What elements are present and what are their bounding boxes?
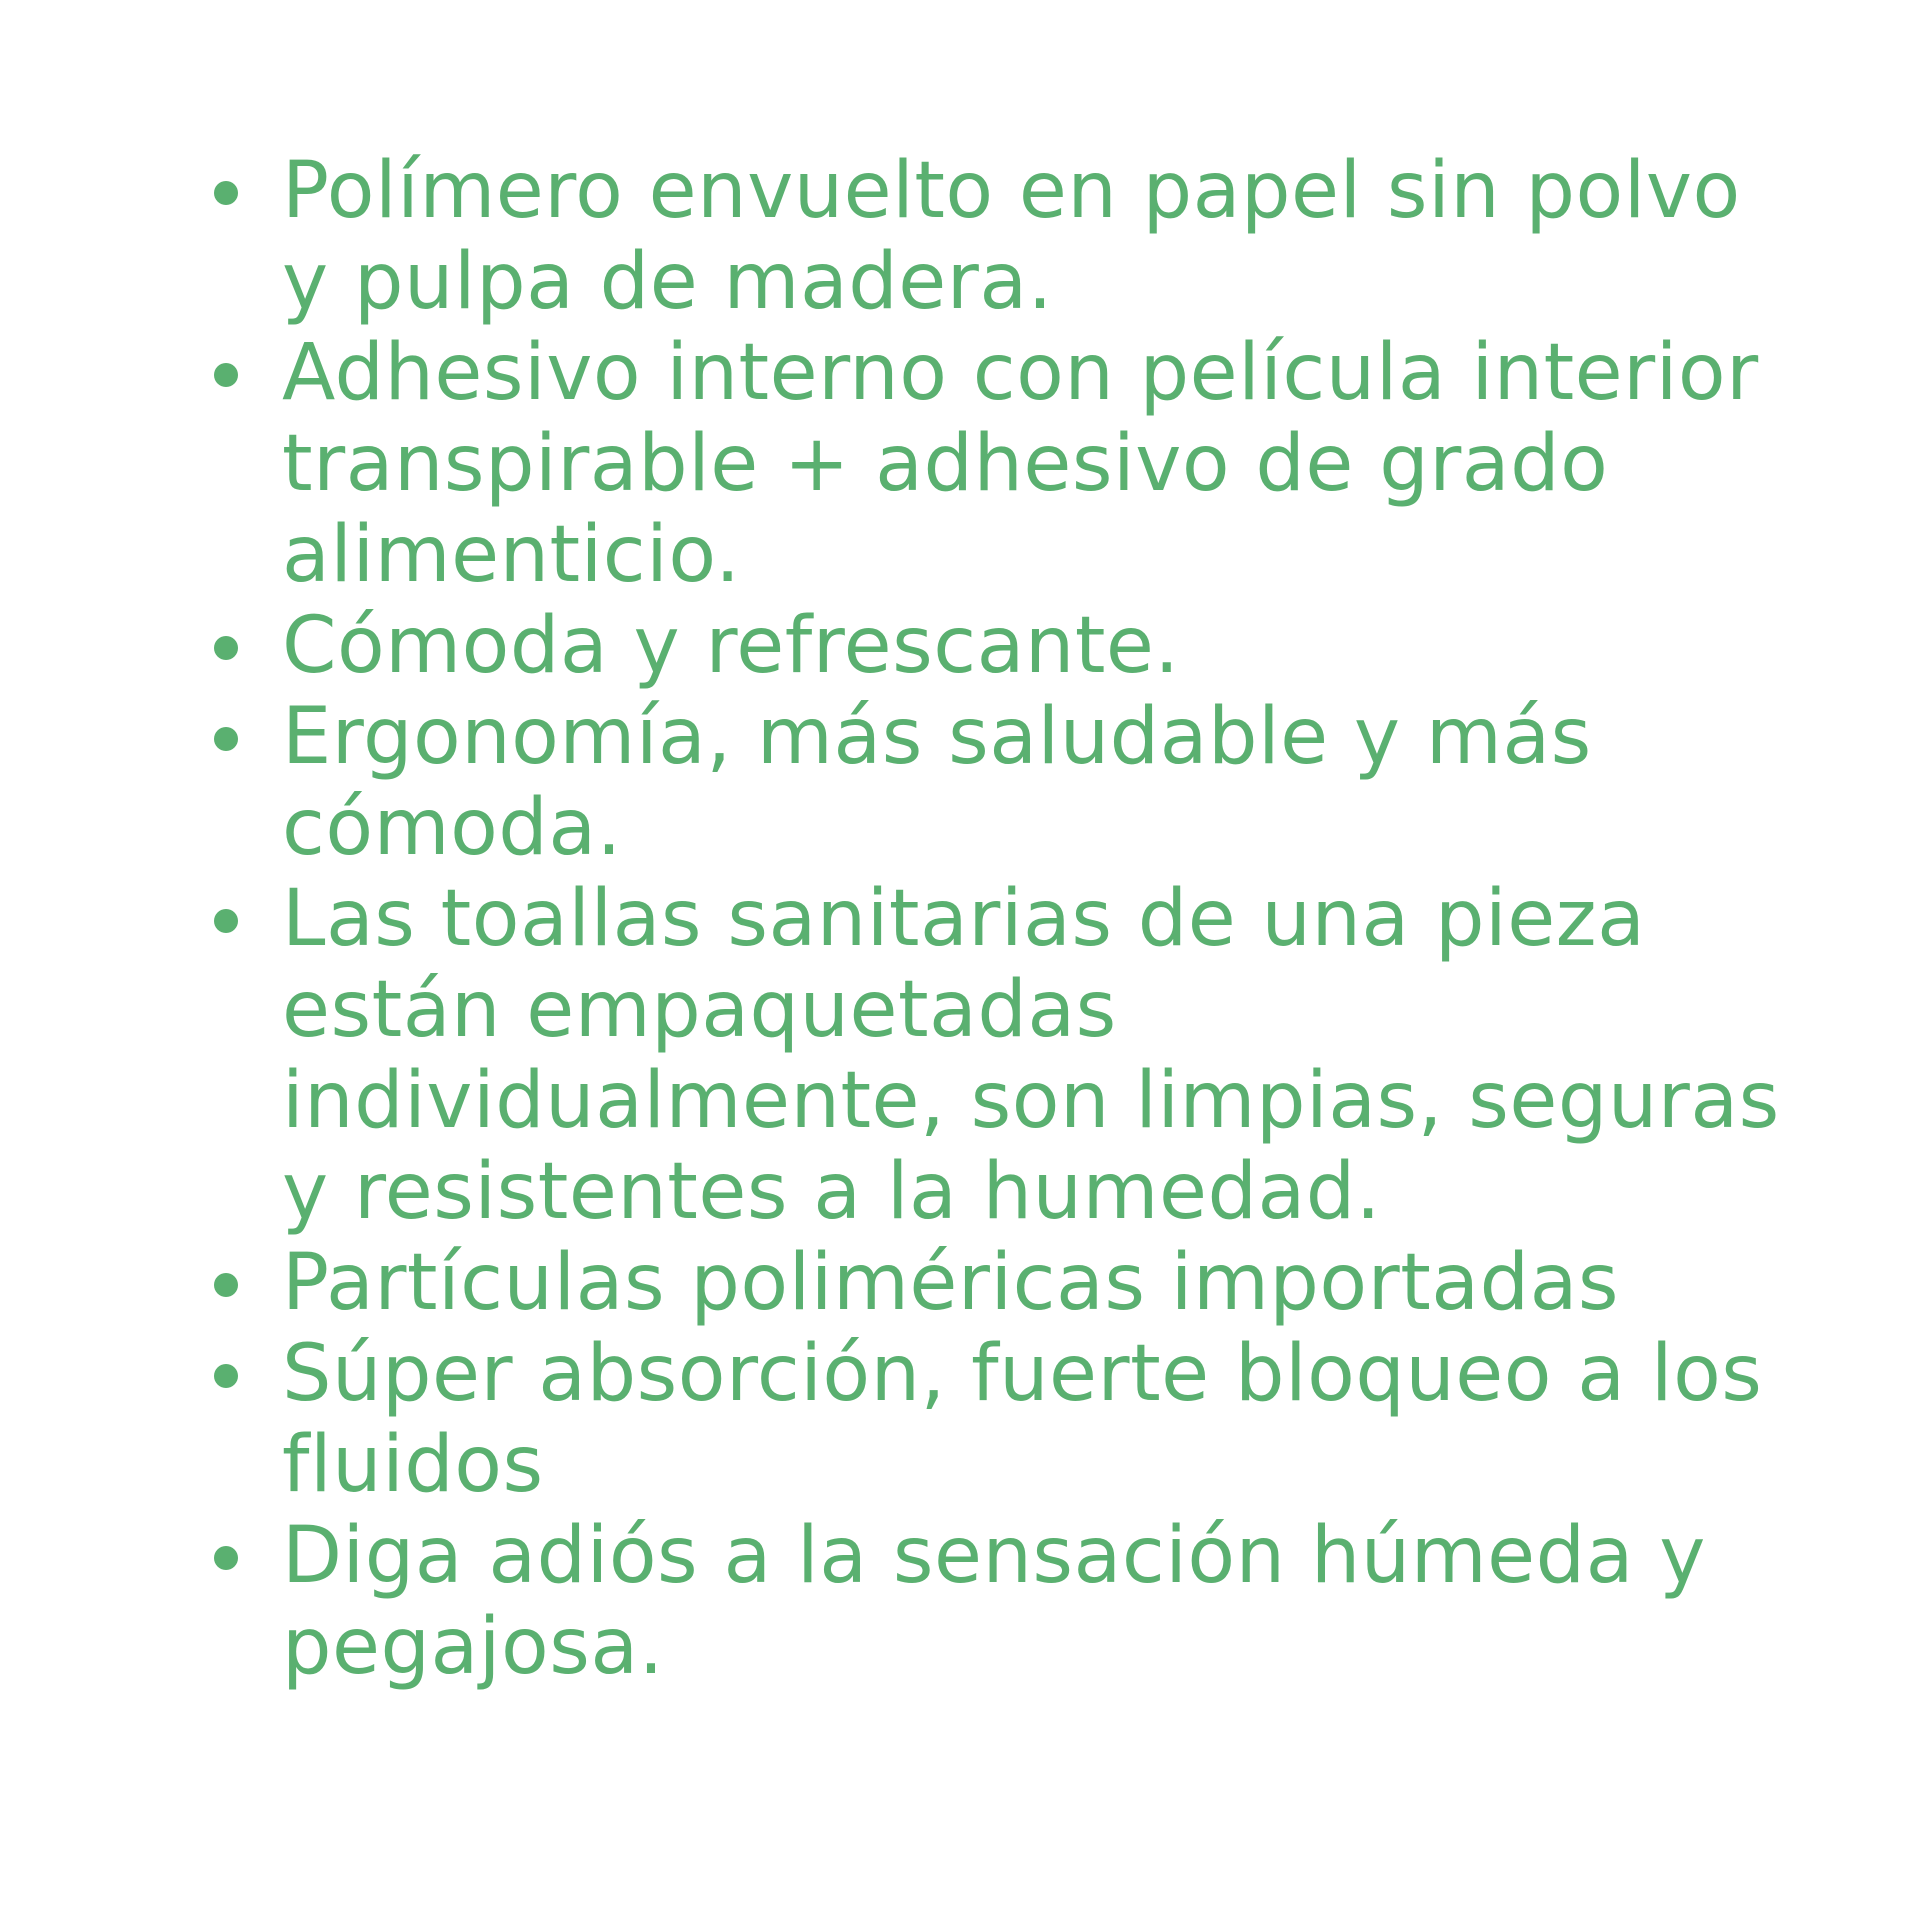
list-item <box>282 328 1802 601</box>
bullet-icon <box>214 1546 238 1570</box>
list-item <box>282 601 1802 692</box>
feature-text: Las toallas sanitarias de una pieza están empaquetadas individualmente, son limpias, seguras y resistentes a la humedad. <box>282 874 1780 1237</box>
bullet-icon <box>214 636 238 660</box>
feature-text: Ergonomía, más saludable y más cómoda. <box>282 692 1592 873</box>
list-item <box>282 1238 1802 1329</box>
bullet-icon <box>214 909 238 933</box>
bullet-icon <box>214 727 238 751</box>
feature-list <box>282 146 1802 1693</box>
list-item <box>282 1511 1802 1693</box>
bullet-icon <box>214 1364 238 1388</box>
feature-text: Adhesivo interno con película interior transpirable + adhesivo de grado alimenticio. <box>282 328 1759 600</box>
bullet-icon <box>214 181 238 205</box>
list-item <box>282 692 1802 874</box>
feature-text: Partículas poliméricas importadas <box>282 1238 1620 1328</box>
feature-text: Cómoda y refrescante. <box>282 601 1180 691</box>
bullet-icon <box>214 1273 238 1297</box>
list-item <box>282 874 1802 1238</box>
list-item <box>282 146 1802 328</box>
feature-text: Diga adiós a la sensación húmeda y pegajosa. <box>282 1511 1706 1692</box>
feature-text: Súper absorción, fuerte bloqueo a los fluidos <box>282 1329 1763 1510</box>
list-item <box>282 1329 1802 1511</box>
feature-text: Polímero envuelto en papel sin polvo y pulpa de madera. <box>282 146 1741 327</box>
bullet-icon <box>214 363 238 387</box>
